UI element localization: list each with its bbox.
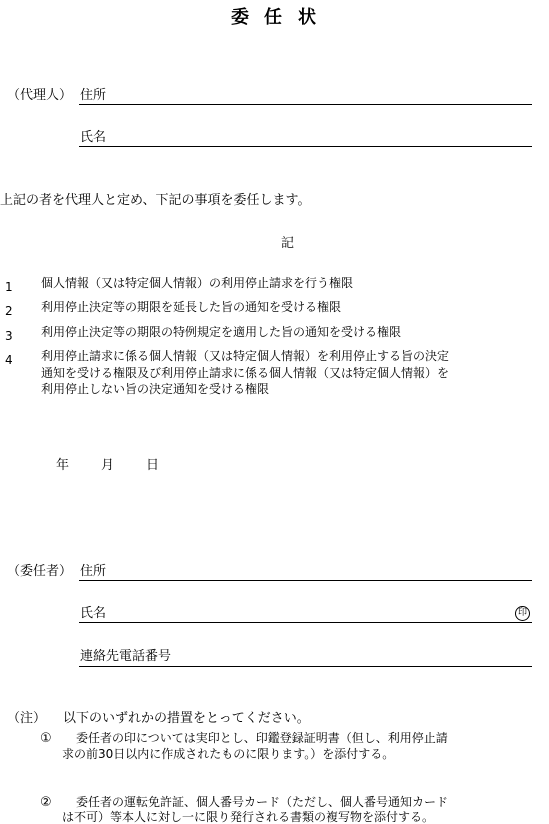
agent-name-label: 氏名: [80, 130, 107, 145]
title-char-3: 状: [298, 7, 316, 28]
item-text: 通知を受ける権限及び利用停止請求に係る個人情報（又は特定個人情報）を: [41, 366, 450, 380]
principal-address-line[interactable]: [79, 580, 532, 581]
date-day: 日: [146, 458, 160, 473]
item-text: 利用停止決定等の期限の特例規定を適用した旨の通知を受ける権限: [41, 325, 402, 339]
intro-text: 上記の者を代理人と定め、下記の事項を委任します。: [0, 193, 311, 208]
ki-heading: 記: [281, 236, 295, 251]
agent-label: （代理人）: [7, 88, 73, 103]
date-month: 月: [101, 458, 115, 473]
agent-address-label: 住所: [80, 88, 107, 103]
principal-name-label: 氏名: [80, 606, 107, 621]
phone-label: 連絡先電話番号: [80, 649, 172, 664]
principal-label: （委任者）: [7, 564, 73, 579]
phone-line[interactable]: [79, 666, 532, 667]
note-option-marker: ①: [40, 731, 52, 746]
note-option-text: 求の前30日以内に作成されたものに限ります。）を添付する。: [62, 747, 395, 761]
item-text: 利用停止しない旨の決定通知を受ける権限: [41, 382, 270, 396]
item-number: 4: [5, 353, 13, 367]
note-option-text: 委任者の印については実印とし、印鑑登録証明書（但し、利用停止請: [76, 731, 448, 745]
item-number: 1: [5, 280, 13, 294]
date-year: 年: [56, 458, 70, 473]
item-text: 利用停止決定等の期限を延長した旨の通知を受ける権限: [41, 300, 342, 314]
note-option-marker: ②: [40, 795, 52, 810]
item-text: 利用停止請求に係る個人情報（又は特定個人情報）を利用停止する旨の決定: [41, 349, 450, 363]
note-label: （注）: [7, 711, 47, 726]
item-number: 2: [5, 304, 13, 318]
agent-address-line[interactable]: [79, 104, 532, 105]
item-text: 個人情報（又は特定個人情報）の利用停止請求を行う権限: [41, 276, 354, 290]
title-char-1: 委: [231, 7, 249, 28]
note-option-text: 委任者の運転免許証、個人番号カード（ただし、個人番号通知カード: [76, 795, 449, 809]
agent-name-line[interactable]: [79, 146, 532, 147]
item-number: 3: [5, 329, 13, 343]
note-intro: 以下のいずれかの措置をとってください。: [63, 711, 310, 726]
title-char-2: 任: [264, 7, 282, 28]
principal-name-line[interactable]: [79, 622, 532, 623]
seal-mark: 印: [515, 606, 530, 621]
principal-address-label: 住所: [80, 564, 107, 579]
note-option-text: は不可）等本人に対し一に限り発行される書類の複写物を添付する。: [62, 810, 435, 824]
